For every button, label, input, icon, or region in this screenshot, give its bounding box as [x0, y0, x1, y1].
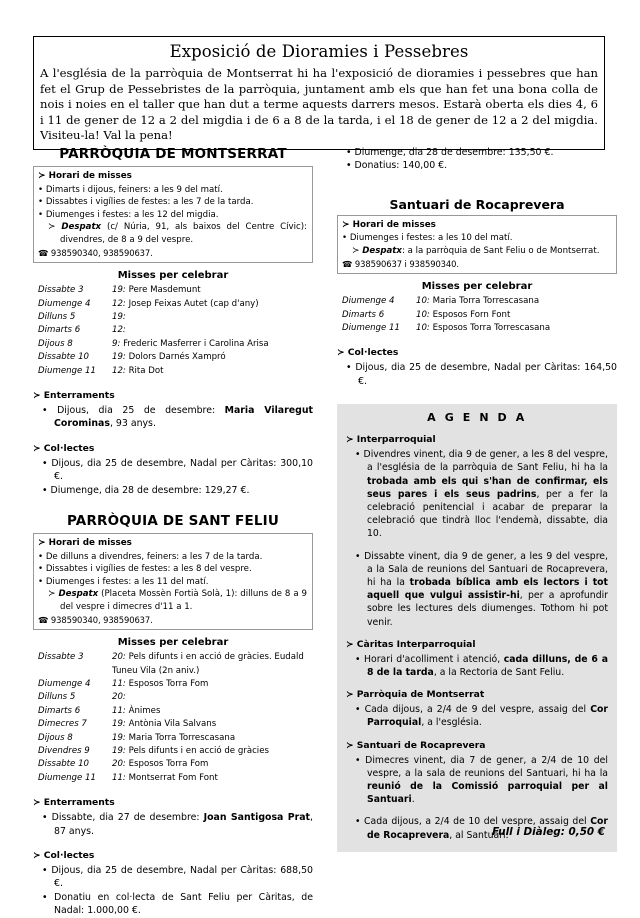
schedule-line-text: Diumenges i festes: a les 12 del migdia.	[45, 209, 219, 220]
table-row	[33, 351, 313, 364]
mass-intention: Rita Dot	[128, 365, 164, 376]
table-row	[33, 365, 313, 378]
table-row	[337, 295, 617, 308]
mass-detail	[112, 311, 313, 324]
collections-section-rocaprevera	[337, 346, 617, 388]
list-item	[337, 159, 617, 172]
list-item	[337, 146, 617, 159]
list-item	[33, 811, 313, 838]
mass-day: Dijous 8	[38, 732, 73, 743]
mass-detail	[112, 351, 313, 364]
mass-day: Dilluns 5	[38, 692, 76, 703]
office-label: Despatx	[58, 589, 99, 600]
collections-title-label: Col·lectes	[347, 347, 399, 359]
arrow-marker-icon: ≻	[346, 690, 354, 701]
table-row	[33, 705, 313, 718]
office-line	[38, 221, 307, 246]
mass-detail	[416, 295, 617, 308]
table-row	[33, 324, 313, 337]
schedule-line-text: Dissabtes i vigílies de festes: a les 8 del vespre.	[45, 564, 252, 575]
bullet-icon: •	[38, 184, 44, 195]
burial-post: , 87 anys.	[54, 812, 314, 837]
mass-detail	[112, 324, 313, 337]
office-line	[38, 588, 307, 613]
list-item	[33, 864, 313, 891]
table-row	[337, 322, 617, 335]
telephone-icon: ☎	[38, 247, 49, 258]
bullet-icon: •	[42, 405, 48, 416]
agenda-item-bold: Cor de Rocaprevera	[367, 816, 608, 841]
arrow-marker-icon: ≻	[346, 639, 354, 650]
table-row	[33, 718, 313, 731]
mass-intention: Dolors Darnés Xampró	[128, 352, 226, 363]
bullet-icon: •	[355, 704, 361, 716]
mass-detail	[112, 678, 313, 691]
office-text: (Placeta Mossèn Fortià Solà, 1): dilluns de 8 a 9 del vespre i dimecres d'11 a 1.	[60, 589, 308, 612]
bullet-icon: •	[38, 209, 44, 220]
phone-line	[38, 247, 307, 260]
arrow-marker-icon: ≻	[346, 740, 354, 751]
agenda-item-bold: trobada amb els qui s'han de confirmar, els seus pares i els seus padrins	[367, 475, 608, 500]
bullet-icon: •	[38, 197, 44, 208]
mass-day: Diumenge 4	[342, 296, 395, 307]
parish-montserrat	[33, 146, 313, 497]
collections-title	[337, 346, 617, 360]
agenda-section-heading	[346, 688, 608, 702]
mass-day: Dissabte 3	[38, 285, 84, 296]
agenda-section-heading	[346, 739, 608, 753]
schedule-line-text: De dilluns a divendres, feiners: a les 7 de la tarda.	[45, 551, 263, 562]
mass-day: Dimarts 6	[38, 325, 81, 336]
phone-line	[342, 258, 611, 271]
mass-detail	[112, 691, 313, 704]
mass-intention: Maria Torra Torrescasana	[128, 732, 236, 743]
list-item	[346, 550, 608, 629]
collection-text: Dijous, dia 25 de desembre, Nadal per Càritas: 300,10 €.	[51, 457, 314, 483]
mass-detail	[416, 309, 617, 322]
masses-table-body	[337, 295, 617, 335]
schedule-line	[38, 563, 307, 576]
collections-title-label: Col·lectes	[43, 442, 95, 454]
table-row	[33, 732, 313, 745]
mass-intention: Pere Masdemunt	[128, 285, 201, 296]
mass-hour: 9:	[112, 338, 121, 349]
mass-day: Dissabte 10	[38, 352, 90, 363]
bullet-icon: •	[42, 812, 48, 824]
mass-detail	[112, 718, 313, 731]
schedule-line-text: Diumenges i festes: a les 10 del matí.	[349, 233, 513, 244]
mass-hour: 11:	[112, 679, 126, 689]
bullet-icon: •	[346, 147, 352, 158]
mass-hour: 12:	[112, 325, 126, 336]
mass-detail	[112, 298, 313, 311]
mass-detail	[112, 365, 313, 378]
masses-table-body	[33, 284, 313, 378]
phone-numbers: 938590340, 938590637.	[50, 247, 153, 258]
bullet-icon: •	[355, 550, 361, 562]
burial-pre: Dissabte, dia 27 de desembre:	[51, 812, 204, 824]
parish-sant-feliu	[33, 513, 313, 918]
mass-detail	[112, 705, 313, 718]
arrow-marker-icon: ≻	[33, 798, 41, 809]
bullet-icon: •	[42, 865, 48, 877]
arrow-marker-icon: ≻	[337, 348, 345, 359]
agenda-section-heading	[346, 638, 608, 652]
agenda-section-montserrat	[346, 688, 608, 729]
mass-day: Dijous 8	[38, 338, 73, 349]
mass-hour: 10:	[416, 309, 430, 320]
arrow-marker-icon: ≻	[38, 538, 46, 549]
mass-hour: 20:	[112, 759, 126, 770]
mass-hour: 19:	[112, 746, 126, 757]
collection-text: Donatius: 140,00 €.	[354, 160, 448, 172]
list-item	[33, 404, 313, 431]
table-row	[33, 678, 313, 691]
mass-hour: 20:	[112, 652, 126, 663]
agenda-item-post: , a l'església.	[421, 717, 482, 729]
burials-title	[33, 796, 313, 810]
mass-intention: Esposos Torra Torrescasana	[432, 323, 551, 333]
mass-intention: Ànimes	[128, 705, 161, 716]
parish-sant-feliu-heading: PARRÒQUIA DE SANT FELIU	[66, 513, 280, 530]
agenda-item-pre: Horari d'acolliment i atenció,	[364, 653, 504, 665]
mass-hour: 19:	[112, 285, 126, 296]
table-row	[33, 298, 313, 311]
schedule-title	[38, 170, 307, 183]
mass-hour: 19:	[112, 352, 126, 363]
bullet-icon: •	[346, 160, 352, 172]
burials-section-montserrat	[33, 389, 313, 431]
schedule-title-label: Horari de misses	[48, 171, 132, 181]
masses-table-montserrat	[33, 284, 313, 378]
agenda-section-caritas	[346, 638, 608, 679]
collection-text: Dijous, dia 25 de desembre, Nadal per Càritas: 688,50 €.	[51, 865, 314, 890]
sanctuary-info-box	[337, 215, 617, 274]
mass-hour: 19:	[112, 719, 126, 730]
list-item	[337, 361, 617, 388]
table-row	[33, 691, 313, 704]
burial-pre: Dijous, dia 25 de desembre:	[57, 405, 225, 416]
agenda-item-bold: reunió de la Comissió parroquial per al Santuari	[367, 781, 608, 806]
mass-day: Diumenge 11	[342, 323, 400, 333]
schedule-line-text: Dimarts i dijous, feiners: a les 9 del matí.	[45, 184, 223, 195]
collection-text: Dijous, dia 25 de desembre, Nadal per Càritas: 164,50 €.	[355, 362, 618, 387]
agenda-item-pre: Divendres vinent, dia 9 de gener, a les 8 del vespre, a l'església de la parròquia de Sant Feliu, hi ha la	[363, 449, 608, 474]
agenda-item-pre: Dimecres vinent, dia 7 de gener, a 2/4 de 10 del vespre, a la sala de reunions del Santuari, hi ha la	[365, 754, 608, 779]
agenda-item-pre: Dissabte vinent, dia 9 de gener, a les 9 del vespre, a la Sala de reunions del Santuari de Rocaprevera, hi ha la	[364, 550, 608, 589]
bullet-icon: •	[42, 891, 48, 903]
arrow-marker-icon: ≻	[48, 589, 56, 600]
arrow-marker-icon: ≻	[346, 435, 354, 446]
banner-body: A l'església de la parròquia de Montserrat hi ha l'exposició de dioramies i pessebres que han fet el Grup de Pessebristes de la parròquia, juntament amb els que han fet una bona colla de nois i noies en el taller que han dut a terme aquests darrers mesos. Estarà oberta els dies 4, 6 i 11 de gener de 12 a 2 del migdia i de 6 a 8 de la tarda, i el 18 de gener de 12 a 2 del migdia. Visiteu-la! Val la pena!	[40, 66, 598, 143]
agenda-item-post: , per a aprofundir sobre les lectures dels diumenges. Tothom hi pot venir.	[367, 590, 609, 628]
schedule-line	[38, 551, 307, 564]
phone-line	[38, 614, 307, 627]
sanctuary-rocaprevera	[337, 197, 617, 388]
schedule-title-label: Horari de misses	[48, 538, 132, 549]
table-row	[337, 309, 617, 322]
bullet-icon: •	[42, 484, 48, 496]
burial-post: , 93 anys.	[109, 418, 156, 430]
mass-intention: Maria Torra Torrescasana	[432, 296, 540, 307]
arrow-marker-icon: ≻	[342, 219, 350, 230]
bullet-icon: •	[342, 233, 348, 244]
exhibition-banner	[33, 36, 605, 150]
collections-title	[33, 849, 313, 863]
burials-section-sant-feliu	[33, 796, 313, 838]
mass-intention: Pels difunts i en acció de gràcies. Eudald Tuneu Vila (2n aniv.)	[112, 652, 304, 676]
office-label: Despatx	[61, 222, 102, 233]
masses-title: Misses per celebrar	[421, 281, 533, 293]
arrow-marker-icon: ≻	[352, 246, 360, 256]
mass-intention: Montserrat Fom Font	[128, 772, 218, 783]
collection-text: Diumenge, dia 28 de desembre: 129,27 €.	[50, 484, 250, 496]
schedule-line-text: Dissabtes i vigílies de festes: a les 7 de la tarda.	[45, 197, 254, 208]
list-item	[346, 754, 608, 807]
list-item	[33, 457, 313, 484]
collection-text: Diumenge, dia 28 de desembre: 135,50 €.	[354, 147, 554, 158]
mass-hour: 19:	[112, 732, 126, 743]
agenda-item-bold: cada dilluns, de 6 a 8 de la tarda	[367, 653, 608, 679]
phone-numbers: 938590340, 938590637.	[50, 614, 153, 625]
banner-title: Exposició de Dioramies i Pessebres	[169, 42, 469, 61]
mass-intention: Pels difunts i en acció de gràcies	[128, 746, 269, 757]
mass-intention: Antònia Vila Salvans	[128, 719, 217, 730]
burial-name: Joan Santigosa Prat	[203, 812, 311, 824]
bullet-icon: •	[38, 564, 44, 575]
mass-day: Dilluns 5	[38, 311, 76, 322]
agenda-section-heading-label: Santuari de Rocaprevera	[356, 739, 486, 751]
right-column	[337, 146, 617, 852]
mass-hour: 20:	[112, 692, 126, 703]
mass-detail	[416, 322, 617, 335]
collections-section-sant-feliu	[33, 849, 313, 918]
arrow-marker-icon: ≻	[48, 222, 56, 233]
agenda-item-bold: trobada bíblica amb els lectors i tot aquell que vulgui assistir-hi	[367, 577, 608, 602]
table-row	[33, 311, 313, 324]
agenda-section-heading	[346, 433, 608, 447]
agenda-section-interparroquial	[346, 433, 608, 629]
burials-title-label: Enterraments	[43, 797, 115, 809]
list-item	[346, 703, 608, 729]
mass-detail	[112, 651, 313, 678]
schedule-line	[38, 576, 307, 589]
mass-intention: Esposos Torra Fom	[128, 759, 209, 770]
mass-intention: Esposos Torra Fom	[128, 679, 209, 689]
table-row	[33, 758, 313, 771]
masses-title: Misses per celebrar	[117, 637, 229, 649]
schedule-line	[38, 209, 307, 222]
mass-hour: 11:	[112, 772, 126, 783]
mass-intention: Frederic Masferrer i Carolina Arisa	[123, 338, 269, 349]
list-item	[346, 448, 608, 540]
mass-detail	[112, 772, 313, 785]
bullet-icon: •	[355, 816, 361, 828]
mass-day: Dimarts 6	[342, 309, 385, 320]
footer-price: Full i Diàleg: 0,50 €	[492, 826, 605, 838]
table-row	[33, 772, 313, 785]
mass-day: Diumenge 4	[38, 298, 91, 309]
schedule-title	[342, 219, 611, 232]
sanctuary-heading: Santuari de Rocaprevera	[389, 196, 565, 212]
bullet-icon: •	[355, 754, 361, 766]
bullet-icon: •	[38, 576, 44, 587]
schedule-title-label: Horari de misses	[352, 219, 436, 230]
schedule-line	[38, 184, 307, 197]
agenda-item-post: , a la Rectoria de Sant Feliu.	[433, 667, 565, 679]
masses-table-body	[33, 651, 313, 785]
burials-title-label: Enterraments	[43, 390, 115, 401]
phone-numbers: 938590637 i 938590340.	[354, 258, 459, 269]
mass-hour: 10:	[416, 296, 430, 307]
telephone-icon: ☎	[342, 258, 353, 269]
mass-detail	[112, 284, 313, 297]
collections-section-montserrat	[33, 442, 313, 497]
mass-day: Dimecres 7	[38, 719, 87, 730]
burials-title	[33, 389, 313, 403]
mass-hour: 19:	[112, 311, 126, 322]
office-label: Despatx	[362, 246, 402, 256]
agenda-section-heading-label: Càritas Interparroquial	[356, 638, 476, 650]
mass-day: Diumenge 4	[38, 679, 91, 689]
agenda-item-post: .	[411, 794, 415, 806]
agenda-item-bold: Cor Parroquial	[367, 704, 608, 729]
agenda-section-heading-label: Parròquia de Montserrat	[356, 689, 485, 701]
agenda-title: A G E N D A	[427, 411, 527, 425]
mass-hour: 12:	[112, 298, 126, 309]
schedule-line	[38, 196, 307, 209]
agenda-item-post: , per a fer la celebració penitencial i acabar de preparar la celebració que tindrà lloc l'endemà, dissabte, dia 10.	[367, 488, 608, 540]
mass-day: Dissabte 3	[38, 652, 84, 663]
office-text: : a la parròquia de Sant Feliu o de Montserrat.	[401, 246, 600, 256]
table-row	[33, 284, 313, 297]
mass-day: Divendres 9	[38, 746, 90, 757]
mass-day: Diumenge 11	[38, 772, 96, 783]
agenda-item-post: , al Santuari.	[449, 829, 509, 841]
agenda-box	[337, 404, 617, 852]
masses-table-rocaprevera	[337, 295, 617, 335]
arrow-marker-icon: ≻	[38, 171, 46, 181]
list-item	[33, 484, 313, 497]
mass-intention: Esposos Forn Font	[432, 309, 511, 320]
bullet-icon: •	[346, 362, 352, 374]
mass-detail	[112, 745, 313, 758]
bullet-icon: •	[38, 551, 44, 562]
mass-detail	[112, 338, 313, 351]
mass-intention: Josep Feixas Autet (cap d'any)	[128, 298, 259, 309]
arrow-marker-icon: ≻	[33, 391, 41, 401]
agenda-section-heading-label: Interparroquial	[356, 434, 436, 446]
schedule-line-text: Diumenges i festes: a les 11 del matí.	[45, 576, 209, 587]
collection-text: Donatiu en col·lecta de Sant Feliu per Càritas, de Nadal: 1.000,00 €.	[54, 891, 313, 917]
table-row	[33, 338, 313, 351]
agenda-item-pre: Cada dijous, a 2/4 de 10 del vespre, assaig del	[364, 816, 591, 828]
schedule-line	[342, 232, 611, 245]
mass-day: Dissabte 10	[38, 759, 90, 770]
collections-title	[33, 442, 313, 456]
table-row	[33, 651, 313, 678]
bullet-icon: •	[355, 653, 361, 665]
mass-hour: 11:	[112, 705, 126, 716]
mass-detail	[112, 732, 313, 745]
list-item	[346, 653, 608, 679]
continued-collections	[337, 146, 617, 173]
arrow-marker-icon: ≻	[33, 851, 41, 862]
parish-sant-feliu-info-box	[33, 533, 313, 630]
schedule-title	[38, 537, 307, 550]
bullet-icon: •	[355, 449, 361, 461]
list-item	[33, 891, 313, 918]
collections-title-label: Col·lectes	[43, 850, 95, 862]
agenda-item-pre: Cada dijous, a 2/4 de 9 del vespre, assaig del	[364, 704, 591, 716]
burial-name: Maria Vilaregut Corominas	[54, 405, 313, 430]
masses-title: Misses per celebrar	[117, 270, 229, 282]
mass-detail	[112, 758, 313, 771]
left-column	[33, 146, 313, 918]
mass-hour: 12:	[112, 365, 126, 376]
office-text: (c/ Núria, 91, als baixos del Centre Cívic): divendres, de 8 a 9 del vespre.	[60, 222, 307, 245]
mass-day: Diumenge 11	[38, 365, 96, 376]
bullet-icon: •	[42, 457, 48, 469]
office-line	[342, 245, 611, 258]
telephone-icon: ☎	[38, 614, 49, 625]
mass-hour: 10:	[416, 323, 430, 333]
mass-day: Dimarts 6	[38, 705, 81, 716]
parish-montserrat-heading: PARRÒQUIA DE MONTSERRAT	[59, 146, 287, 162]
parish-montserrat-info-box	[33, 166, 313, 263]
table-row	[33, 745, 313, 758]
arrow-marker-icon: ≻	[33, 443, 41, 454]
masses-table-sant-feliu	[33, 651, 313, 785]
